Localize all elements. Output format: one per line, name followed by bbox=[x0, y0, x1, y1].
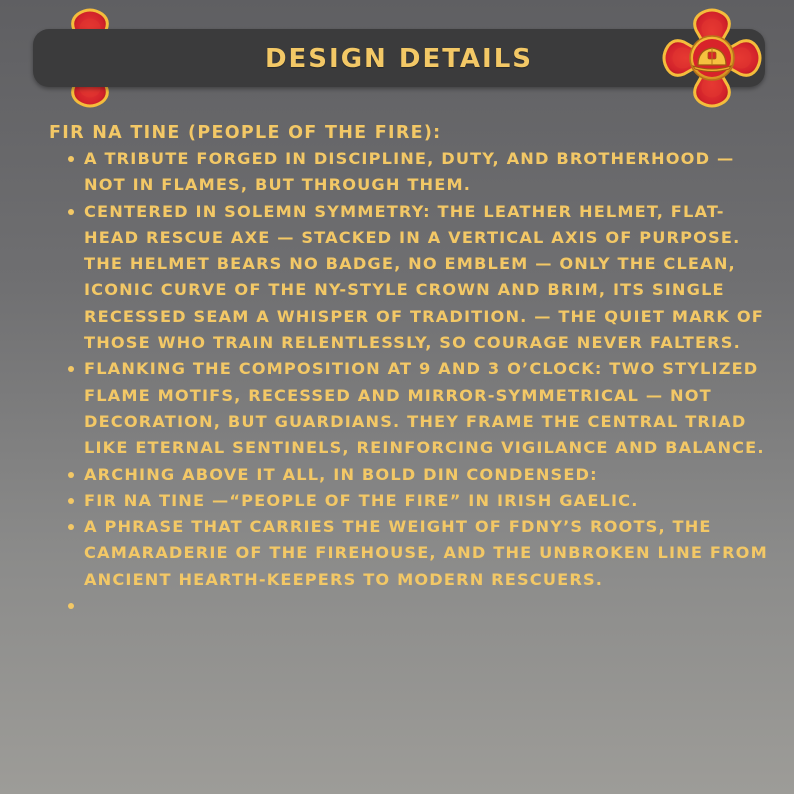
section-heading: FIR NA TINE (PEOPLE OF THE FIRE): bbox=[49, 123, 442, 143]
fire-badge-icon-right bbox=[662, 8, 762, 108]
bullet-item bbox=[49, 146, 769, 199]
bullet-item bbox=[49, 514, 769, 593]
bullet-dot-icon bbox=[68, 472, 74, 478]
bullet-text: CENTERED IN SOLEMN SYMMETRY: THE LEATHER HELMET, FLAT-HEAD RESCUE AXE — STACKED IN A VERTICAL AXIS OF PURPOSE. THE HELMET BEARS NO BADGE, NO EMBLEM — ONLY THE CLEAN, ICONIC CURVE OF THE NY-STYLE CROWN AND BRIM, ITS SINGLE RECESSED SEAM A WHISPER OF TRADITION. — THE QUIET MARK OF THOSE WHO TRAIN RELENTLESSLY, SO COURAGE NEVER FALTERS. bbox=[84, 201, 764, 353]
bullet-text: ARCHING ABOVE IT ALL, IN BOLD DIN CONDENSED: bbox=[84, 464, 598, 484]
design-details-content bbox=[49, 120, 769, 619]
bullet-text: FIR NA TINE —“PEOPLE OF THE FIRE” IN IRISH GAELIC. bbox=[84, 490, 639, 510]
bullet-dot-icon bbox=[68, 366, 74, 372]
bullet-dot-icon bbox=[68, 498, 74, 504]
bullet-dot-icon bbox=[68, 209, 74, 215]
title-banner bbox=[33, 29, 765, 87]
bullet-item bbox=[49, 199, 769, 357]
bullet-text: FLANKING THE COMPOSITION AT 9 AND 3 O’CLOCK: TWO STYLIZED FLAME MOTIFS, RECESSED AND MIRROR-SYMMETRICAL — NOT DECORATION, BUT GUARDIANS. THEY FRAME THE CENTRAL TRIAD LIKE ETERNAL SENTINELS, REINFORCING VIGILANCE AND BALANCE. bbox=[84, 359, 765, 458]
bullet-list bbox=[49, 146, 769, 619]
bullet-item bbox=[49, 462, 769, 488]
bullet-dot-icon bbox=[68, 156, 74, 162]
bullet-dot-icon bbox=[68, 524, 74, 530]
bullet-item-empty bbox=[49, 593, 769, 619]
page-title: DESIGN DETAILS bbox=[264, 44, 534, 74]
bullet-item bbox=[49, 356, 769, 461]
bullet-text: A PHRASE THAT CARRIES THE WEIGHT OF FDNY’S ROOTS, THE CAMARADERIE OF THE FIREHOUSE, AND THE UNBROKEN LINE FROM ANCIENT HEARTH-KEEPERS TO MODERN RESCUERS. bbox=[84, 517, 768, 589]
bullet-text: A TRIBUTE FORGED IN DISCIPLINE, DUTY, AND BROTHERHOOD — NOT IN FLAMES, BUT THROUGH THEM. bbox=[84, 149, 735, 195]
bullet-item bbox=[49, 488, 769, 514]
bullet-dot-icon bbox=[68, 603, 74, 609]
